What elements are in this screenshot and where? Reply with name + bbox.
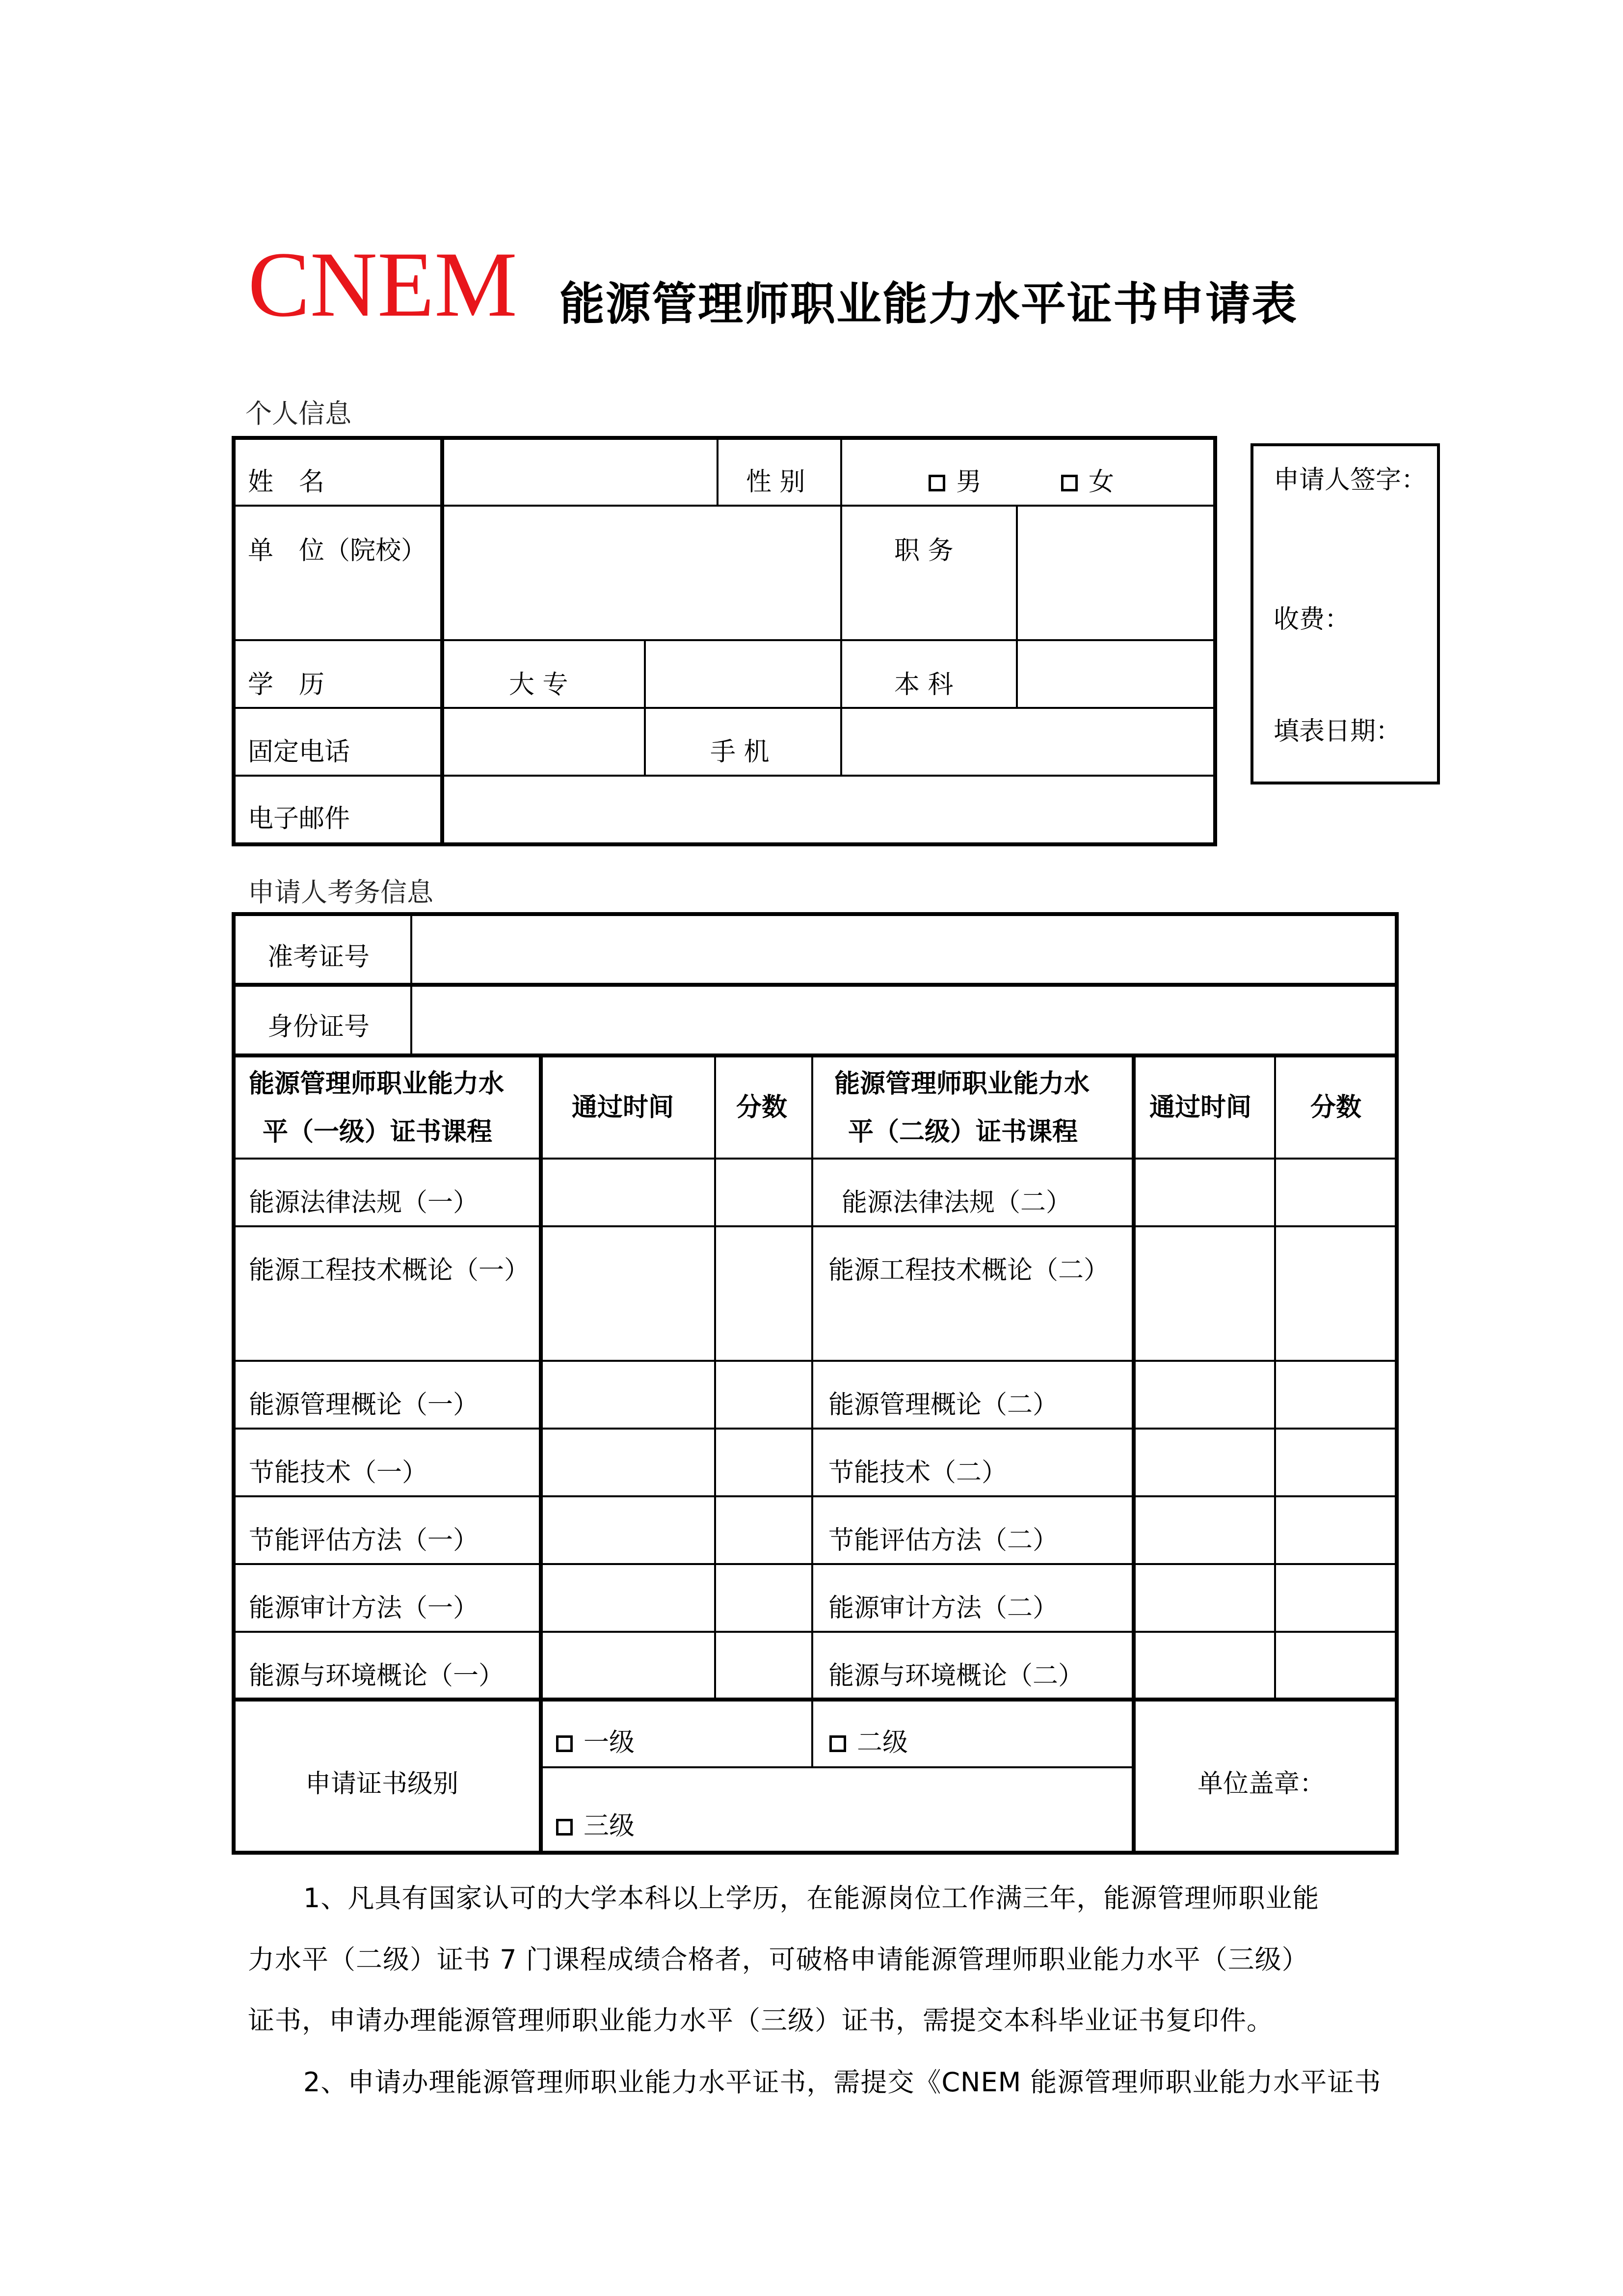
level1-score-header: 分数 [736,1093,788,1122]
gender-male-checkbox[interactable] [929,475,945,491]
signature-label: 申请人签字： [1274,465,1427,495]
level2-pass-time-header: 通过时间 [1149,1093,1252,1122]
course-level1: 节能评估方法（一） [249,1526,479,1555]
level-label: 申请证书级别 [305,1769,459,1799]
course-level1: 能源审计方法（一） [249,1594,479,1623]
stamp-label: 单位盖章： [1197,1769,1326,1799]
note-1-line-2: 力水平（二级）证书 7 门课程成绩合格者，可破格申请能源管理师职业能力水平（三级） [248,1944,1309,1975]
level-two-label: 二级 [857,1728,908,1757]
level1-course-header-line2: 平（一级）证书课程 [263,1117,493,1147]
name-label: 姓 名 [248,467,325,497]
course-level1: 节能技术（一） [249,1458,428,1487]
phone-input[interactable] [447,711,640,772]
level-three-label: 三级 [584,1811,635,1841]
mobile-input[interactable] [847,711,1210,772]
gender-male-option[interactable] [929,467,982,497]
course-level2: 节能评估方法（二） [828,1526,1059,1555]
course-level2: 能源审计方法（二） [828,1594,1059,1623]
level2-course-header-line1: 能源管理师职业能力水 [834,1069,1090,1099]
level-two-checkbox[interactable] [829,1735,846,1752]
college-label: 大 专 [509,670,568,700]
course-level2: 能源法律法规（二） [842,1188,1072,1217]
gender-male-label: 男 [956,467,982,497]
course-level1: 能源法律法规（一） [249,1188,479,1217]
level-one-option[interactable] [556,1728,635,1757]
unit-label: 单 位（院校） [248,536,427,566]
course-level1: 能源工程技术概论（一） [249,1256,530,1285]
admission-label: 准考证号 [267,943,370,972]
course-level1: 能源与环境概论（一） [249,1661,505,1691]
course-level2: 能源管理概论（二） [828,1390,1059,1420]
level1-course-header-line1: 能源管理师职业能力水 [249,1069,505,1099]
unit-input[interactable] [447,511,837,636]
position-input[interactable] [1021,511,1210,636]
name-input[interactable] [447,442,714,503]
email-input[interactable] [447,779,1210,840]
course-level2: 节能技术（二） [828,1458,1008,1487]
level-three-checkbox[interactable] [556,1819,573,1836]
level-one-label: 一级 [584,1728,635,1757]
note-1-line-1: 1、凡具有国家认可的大学本科以上学历，在能源岗位工作满三年，能源管理师职业能 [303,1883,1320,1914]
education-label: 学 历 [248,670,325,700]
gender-female-option[interactable] [1061,467,1114,497]
position-label: 职 务 [894,536,954,566]
course-level2: 能源与环境概论（二） [828,1661,1084,1691]
gender-label: 性 别 [746,467,805,497]
college-input[interactable] [649,643,838,704]
id-input[interactable] [417,988,1391,1049]
email-label: 电子邮件 [248,804,350,834]
page-title: 能源管理师职业能力水平证书申请表 [559,278,1298,330]
title-logo: CNEM [248,233,517,336]
course-level1: 能源管理概论（一） [249,1390,479,1420]
gender-female-checkbox[interactable] [1061,475,1078,491]
course-level2: 能源工程技术概论（二） [828,1256,1110,1285]
note-2-line-1: 2、申请办理能源管理师职业能力水平证书，需提交《CNEM 能源管理师职业能力水平证书 [303,2067,1382,2098]
phone-label: 固定电话 [248,737,350,767]
section-label-personal: 个人信息 [245,398,351,429]
level2-course-header-line2: 平（二级）证书课程 [848,1117,1078,1147]
admission-input[interactable] [417,918,1391,979]
level-two-option[interactable] [829,1728,908,1757]
mobile-label: 手 机 [710,737,770,767]
section-label-exam: 申请人考务信息 [248,877,433,908]
date-label: 填表日期： [1274,717,1402,746]
note-1-line-3: 证书，申请办理能源管理师职业能力水平（三级）证书，需提交本科毕业证书复印件。 [248,2005,1274,2036]
level1-pass-time-header: 通过时间 [572,1093,674,1122]
id-label: 身份证号 [267,1012,370,1042]
gender-female-label: 女 [1089,467,1115,497]
level-three-option[interactable] [556,1811,635,1841]
level-one-checkbox[interactable] [556,1735,573,1752]
level2-score-header: 分数 [1310,1093,1362,1122]
fee-label: 收费： [1274,605,1351,634]
bachelor-input[interactable] [1021,643,1210,704]
bachelor-label: 本 科 [894,670,954,700]
